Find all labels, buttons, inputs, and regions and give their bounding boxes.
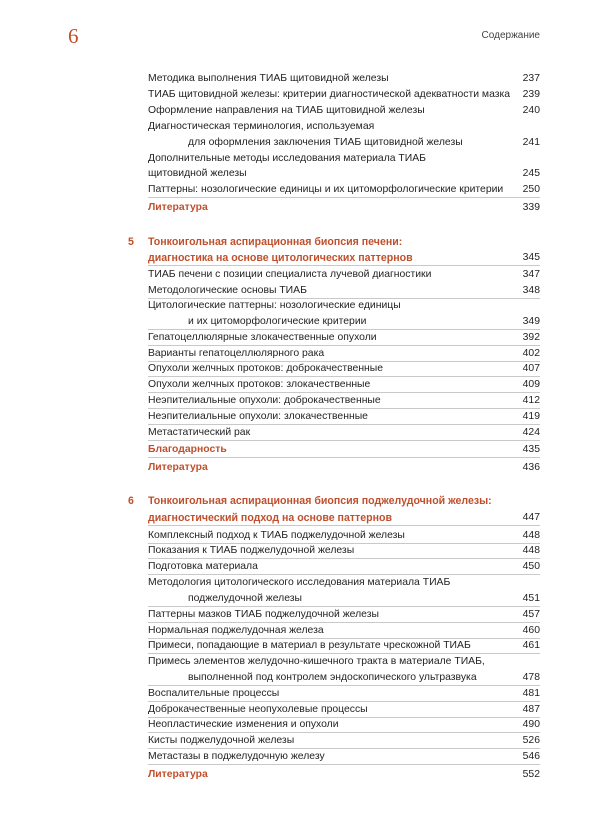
toc-entry-page: 392: [522, 332, 540, 343]
toc-entry: [148, 575, 540, 591]
divider: [148, 197, 540, 198]
toc-entry-title: Неэпителиальные опухоли: злокачественные: [148, 411, 368, 422]
chapter-title-page-row: [148, 510, 540, 526]
toc-entry-page: 349: [522, 316, 540, 327]
toc-entry-page: 250: [522, 184, 540, 195]
toc-entry-page: 457: [522, 609, 540, 620]
toc-entry-page: 245: [522, 168, 540, 179]
toc-entry: [148, 559, 540, 575]
toc-entry-page: 450: [522, 561, 540, 572]
toc-entry-page: 348: [522, 285, 540, 296]
toc-entry-title: Паттерны: нозологические единицы и их цитоморфологические критерии: [148, 184, 504, 195]
toc-entry-title: Неопластические изменения и опухоли: [148, 719, 339, 730]
toc-entry-title: Литература: [148, 462, 208, 473]
toc-entry: [148, 87, 540, 103]
divider: [148, 525, 540, 526]
toc-entry: [148, 638, 540, 654]
toc-entry: [148, 135, 540, 151]
toc-entry: [148, 298, 540, 314]
toc-entry-title: Показания к ТИАБ поджелудочной железы: [148, 545, 355, 556]
toc-entry-page: 461: [522, 640, 540, 651]
toc-entry-acknowledgement: [148, 442, 540, 458]
toc-entry-title: Метастатический рак: [148, 427, 251, 438]
toc-entry-page: 424: [522, 427, 540, 438]
toc-entry-page: 239: [522, 89, 540, 100]
toc-entry-title: Доброкачественные неопухолевые процессы: [148, 704, 368, 715]
toc-entry: [148, 591, 540, 607]
toc-entry-title: Нормальная поджелудочная железа: [148, 625, 324, 636]
toc-entry-page: 409: [522, 379, 540, 390]
toc-entry-title: выполненной под контролем эндоскопического ультразвука: [188, 672, 477, 683]
toc-entry: [148, 361, 540, 377]
toc-entry-page: 447: [522, 512, 540, 523]
toc-entry-page: 490: [522, 719, 540, 730]
toc-entry-page: 339: [522, 202, 540, 213]
toc-entry-title: Оформление направления на ТИАБ щитовидной железы: [148, 105, 425, 116]
toc-entry-page: 436: [522, 462, 540, 473]
toc-entry-page: 419: [522, 411, 540, 422]
toc-entry-page: 402: [522, 348, 540, 359]
toc-entry-page: 546: [522, 751, 540, 762]
toc-entry: [148, 166, 540, 182]
chapter-title-line2: диагностический подход на основе паттернов: [148, 512, 392, 524]
toc-entry-page: 347: [522, 269, 540, 280]
toc-entry-page: 240: [522, 105, 540, 116]
toc-entry-title: Опухоли желчных протоков: злокачественные: [148, 379, 371, 390]
toc-entry-literature: [148, 767, 540, 783]
toc-entry-page: 478: [522, 672, 540, 683]
toc-entry-title: Подготовка материала: [148, 561, 258, 572]
toc-entry-title: и их цитоморфологические критерии: [188, 316, 367, 327]
page-number: 6: [68, 24, 79, 48]
toc-entry-title: ТИАБ печени с позиции специалиста лучевой диагностики: [148, 269, 432, 280]
divider: [148, 764, 540, 765]
toc-entry: [148, 543, 540, 559]
toc-entry-title: Комплексный подход к ТИАБ поджелудочной железы: [148, 530, 405, 541]
toc-entry-literature: [148, 200, 540, 216]
chapter-title-page-row: [148, 250, 540, 266]
chapter-number: 6: [128, 495, 134, 507]
toc-entry: [148, 717, 540, 733]
toc-entry: [148, 670, 540, 686]
divider: [148, 265, 540, 266]
toc-entry: [148, 377, 540, 393]
toc-entry-title: Примесь элементов желудочно-кишечного тракта в материале ТИАБ,: [148, 656, 485, 667]
toc-entry: [148, 702, 540, 718]
toc-entry-title: Воспалительные процессы: [148, 688, 280, 699]
toc-entry: [148, 151, 540, 167]
toc-entry-title: Паттерны мазков ТИАБ поджелудочной железы: [148, 609, 379, 620]
toc-entry-title: Цитологические паттерны: нозологические единицы: [148, 300, 401, 311]
toc-entry-title: щитовидной железы: [148, 168, 247, 179]
toc-entry: [148, 119, 540, 135]
toc-entry: [148, 686, 540, 702]
toc-entry-page: 435: [522, 444, 540, 455]
toc-entry: [148, 346, 540, 362]
toc-entry: [148, 749, 540, 765]
chapter-title-line1: Тонкоигольная аспирационная биопсия печени:: [148, 236, 403, 248]
toc-entry-title: Благодарность: [148, 444, 227, 455]
running-head: Содержание: [481, 30, 540, 41]
toc-entry: [148, 283, 540, 299]
toc-entry-page: 481: [522, 688, 540, 699]
toc-entry-title: Дополнительные методы исследования материала ТИАБ: [148, 153, 426, 164]
toc-entry: [148, 654, 540, 670]
toc-entry: [148, 733, 540, 749]
toc-entry-page: 460: [522, 625, 540, 636]
toc-entry-title: Литература: [148, 769, 208, 780]
toc-entry-page: 451: [522, 593, 540, 604]
toc-entry-title: Неэпителиальные опухоли: доброкачественные: [148, 395, 381, 406]
toc-entry: [148, 267, 540, 283]
toc-entry: [148, 314, 540, 330]
divider: [148, 457, 540, 458]
chapter-number: 5: [128, 236, 134, 248]
toc-entry-title: Опухоли желчных протоков: доброкачественные: [148, 363, 384, 374]
toc-entry-page: 448: [522, 545, 540, 556]
toc-entry-title: Кисты поджелудочной железы: [148, 735, 295, 746]
toc-entry: [148, 528, 540, 544]
toc-entry-page: 412: [522, 395, 540, 406]
toc-entry: [148, 425, 540, 441]
toc-entry: [148, 607, 540, 623]
toc-entry-title: для оформления заключения ТИАБ щитовидной железы: [188, 137, 463, 148]
divider: [148, 440, 540, 441]
toc-entry-title: Варианты гепатоцеллюлярного рака: [148, 348, 325, 359]
toc-entry-page: 487: [522, 704, 540, 715]
toc-entry-page: 526: [522, 735, 540, 746]
toc-entry: [148, 330, 540, 346]
toc-entry: [148, 623, 540, 639]
toc-entry-page: 345: [522, 252, 540, 263]
toc-entry-title: Методика выполнения ТИАБ щитовидной железы: [148, 73, 389, 84]
toc-entry-page: 241: [522, 137, 540, 148]
chapter-title-line1: Тонкоигольная аспирационная биопсия поджелудочной железы:: [148, 495, 492, 507]
toc-entry-title: поджелудочной железы: [188, 593, 303, 604]
toc-entry-title: Примеси, попадающие в материал в результате чрескожной ТИАБ: [148, 640, 471, 651]
chapter-title-line2: диагностика на основе цитологических паттернов: [148, 252, 413, 264]
toc-entry-page: 448: [522, 530, 540, 541]
toc-entry-page: 407: [522, 363, 540, 374]
toc-entry-page: 552: [522, 769, 540, 780]
toc-entry-title: Гепатоцеллюлярные злокачественные опухоли: [148, 332, 377, 343]
toc-entry-title: Методология цитологического исследования материала ТИАБ: [148, 577, 451, 588]
toc-entry: [148, 182, 540, 198]
toc-entry: [148, 409, 540, 425]
toc-entry-page: 237: [522, 73, 540, 84]
toc-entry: [148, 393, 540, 409]
toc-entry-title: Литература: [148, 202, 208, 213]
toc-entry-title: Метастазы в поджелудочную железу: [148, 751, 325, 762]
toc-entry-title: Диагностическая терминология, используемая: [148, 121, 375, 132]
toc-entry: [148, 71, 540, 87]
toc-entry-title: Методологические основы ТИАБ: [148, 285, 307, 296]
toc-entry-title: ТИАБ щитовидной железы: критерии диагностической адекватности мазка: [148, 89, 511, 100]
toc-entry: [148, 103, 540, 119]
toc-entry-literature: [148, 460, 540, 476]
